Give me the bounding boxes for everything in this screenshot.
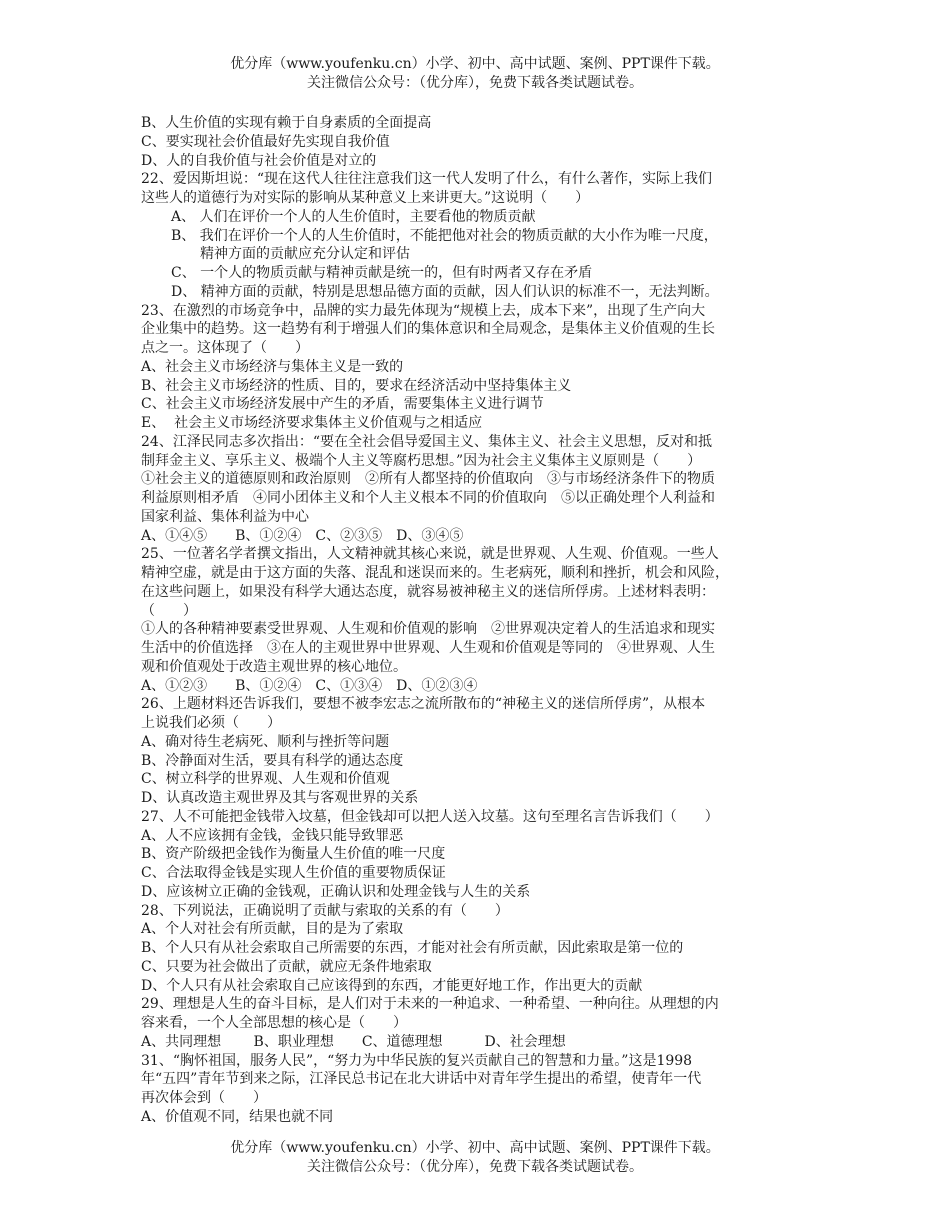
question-22: 22、爱因斯坦说：“现在这代人往往注意我们这一代人发明了什么，有什么著作，实际上我们 [141,171,712,188]
text-line: 利益原则相矛盾 ④同小团体主义和个人主义根本不同的价值取向 ⑤以正确处理个人利益和 [141,490,715,506]
option-line: A、确对待生老病死、顺利与挫折等问题 [141,733,390,750]
text-line: （ ） [141,602,197,619]
text-line: 点之一。这体现了（ ） [141,340,309,356]
option-line: A、①②③ B、①②④ C、①③④ D、①②③④ [141,677,478,694]
text-line: C、要实现社会价值最好先实现自我价值 [141,133,390,150]
option-line: B、个人只有从社会索取自己所需要的东西，才能对社会有所贡献，因此索取是第一位的 [141,940,684,956]
option-line: B、资产阶级把金钱作为衡量人生价值的唯一尺度 [141,846,446,863]
question-31: 31、“胸怀祖国，服务人民”，“努力为中华民族的复兴贡献自己的智慧和力量。”这是1998 [141,1052,693,1069]
option-line: B、冷静面对生活，要具有科学的通达态度 [141,752,404,769]
footer-line-1: 优分库（www.youfenku.cn）小学、初中、高中试题、案例、PPT课件下载。 [230,1140,720,1156]
text-line: 年“五四”青年节到来之际，江泽民总书记在北大讲话中对青年学生提出的希望，使青年一代 [141,1071,702,1088]
option-line: B、 我们在评价一个人的人生价值时，不能把他对社会的物质贡献的大小作为唯一尺度， [171,227,718,244]
text-line: ①人的各种精神要素受世界观、人生观和价值观的影响 ②世界观决定着人的生活追求和现实 [141,621,715,638]
option-line: C、只要为社会做出了贡献，就应无条件地索取 [141,958,432,975]
text-line: 上说我们必须（ ） [141,715,281,731]
page-header [0,55,950,93]
option-line: C、 一个人的物质贡献与精神贡献是统一的，但有时两者又存在矛盾 [171,265,593,281]
document-body [141,114,821,1127]
option-line: 精神方面的贡献应充分认定和评估 [200,246,410,263]
option-line: D、应该树立正确的金钱观，正确认识和处理金钱与人生的关系 [141,883,531,900]
option-line: A、共同理想 B、职业理想 C、道德理想 D、社会理想 [141,1033,566,1050]
text-line: 生活中的价值选择 ③在人的主观世界中世界观、人生观和价值观是等同的 ④世界观、人生 [141,640,715,656]
option-line: A、①④⑤ B、①②④ C、②③⑤ D、③④⑤ [141,527,464,544]
page-footer [0,1139,950,1177]
text-line: 制拜金主义、享乐主义、极端个人主义等腐朽思想。”因为社会主义集体主义原则是（ ） [141,452,702,469]
footer-line-2: 关注微信公众号：（优分库），免费下载各类试题试卷。 [307,1159,643,1175]
option-line: B、社会主义市场经济的性质、目的，要求在经济活动中坚持集体主义 [141,377,572,394]
option-line: C、树立科学的世界观、人生观和价值观 [141,771,390,788]
option-line: C、合法取得金钱是实现人生价值的重要物质保证 [141,865,446,881]
option-line: E、 社会主义市场经济要求集体主义价值观与之相适应 [141,415,483,431]
question-24: 24、江泽民同志多次指出：“要在全社会倡导爱国主义、集体主义、社会主义思想，反对和抵 [141,433,712,450]
option-line: A、 人们在评价一个人的人生价值时，主要看他的物质贡献 [171,208,536,225]
option-line: A、社会主义市场经济与集体主义是一致的 [141,358,404,375]
text-line: 国家利益、集体利益为中心 [141,508,309,525]
text-line: 再次体会到（ ） [141,1090,267,1106]
text-line: 企业集中的趋势。这一趋势有利于增强人们的集体意识和全局观念，是集体主义价值观的生长 [141,321,715,338]
text-line: 观和价值观处于改造主观世界的核心地位。 [141,658,407,675]
header-line-2: 关注微信公众号：（优分库），免费下载各类试题试卷。 [307,75,643,91]
question-27: 27、人不可能把金钱带入坟墓，但金钱却可以把人送入坟墓。这句至理名言告诉我们（ ） [141,808,719,825]
option-line: D、个人只有从社会索取自己应该得到的东西，才能更好地工作，作出更大的贡献 [141,977,643,994]
question-29: 29、理想是人生的奋斗目标，是人们对于未来的一种追求、一种希望、一种向往。从理想的内 [141,996,719,1013]
option-line: C、社会主义市场经济发展中产生的矛盾，需要集体主义进行调节 [141,396,544,413]
text-line: D、人的自我价值与社会价值是对立的 [141,152,377,169]
option-line: A、人不应该拥有金钱，金钱只能导致罪恶 [141,827,404,844]
option-line: D、认真改造主观世界及其与客观世界的关系 [141,790,419,806]
option-line: A、个人对社会有所贡献，目的是为了索取 [141,921,404,938]
question-25: 25、一位著名学者撰文指出，人文精神就其核心来说，就是世界观、人生观、价值观。一些人 [141,546,719,563]
question-26: 26、上题材料还告诉我们，要想不被李宏志之流所散布的“神秘主义的迷信所俘虏”，从根本 [141,696,706,713]
option-line: A、价值观不同，结果也就不同 [141,1108,334,1125]
text-line: B、人生价值的实现有赖于自身素质的全面提高 [141,115,432,131]
text-line: 在这些问题上，如果没有科学大通达态度，就容易被神秘主义的迷信所俘虏。上述材料表明： [141,583,715,600]
question-28: 28、下列说法，正确说明了贡献与索取的关系的有（ ） [141,902,509,919]
header-line-1: 优分库（www.youfenku.cn）小学、初中、高中试题、案例、PPT课件下载。 [230,56,720,72]
text-line: 这些人的道德行为对实际的影响从某种意义上来讲更大。”这说明（ ） [141,190,590,206]
question-23: 23、在激烈的市场竞争中，品牌的实力最先体现为“规模上去，成本下来”，出现了生产向大 [141,302,706,319]
option-line: D、 精神方面的贡献，特别是思想品德方面的贡献，因人们认识的标准不一，无法判断。 [171,283,719,300]
text-line: ①社会主义的道德原则和政治原则 ②所有人都坚持的价值取向 ③与市场经济条件下的物质 [141,471,715,488]
text-line: 精神空虚，就是由于这方面的失落、混乱和迷误而来的。生老病死，顺利和挫折，机会和风险， [141,565,729,581]
text-line: 容来看，一个人全部思想的核心是（ ） [141,1015,407,1031]
